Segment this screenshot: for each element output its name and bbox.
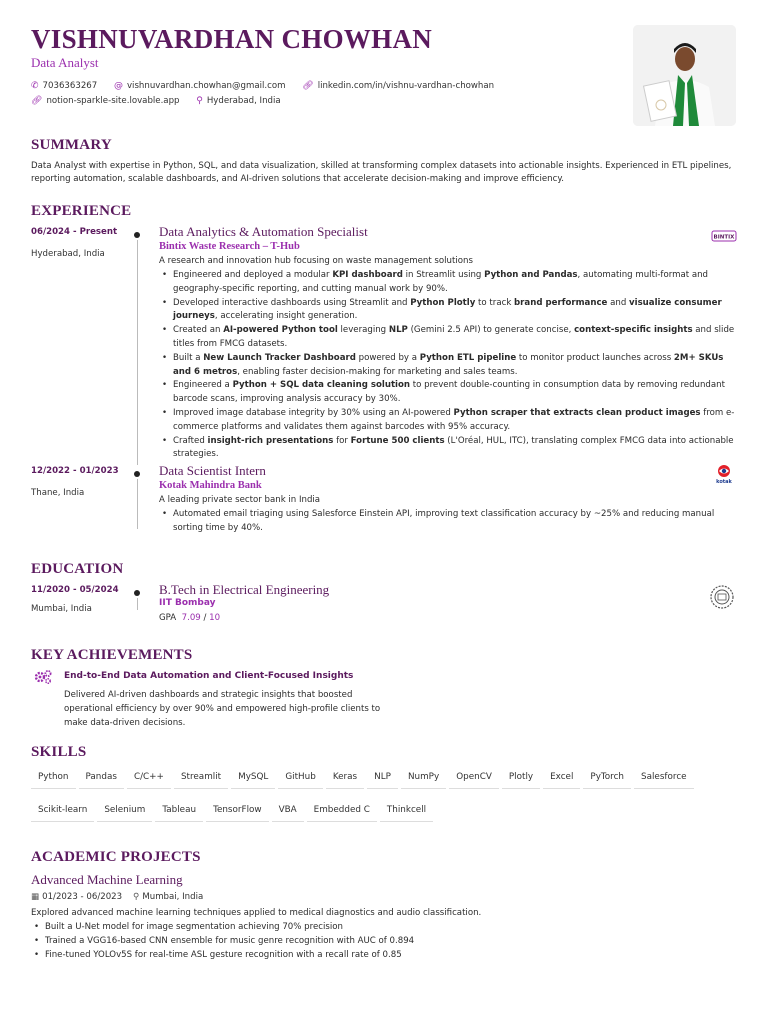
education-heading: EDUCATION (31, 561, 124, 577)
gears-icon (33, 669, 53, 688)
skill-chip: TensorFlow (206, 801, 269, 822)
skill-chip: MySQL (231, 768, 275, 789)
bullet-item: • Built a New Launch Tracker Dashboard powered by a Python ETL pipeline to monitor product launches across 2M+ SKUs and 6 metros, enabling faster decision-making for marketing and sales teams. (159, 352, 739, 380)
summary-heading: SUMMARY (31, 137, 112, 153)
bintix-logo (711, 225, 737, 247)
skill-chip: Salesforce (634, 768, 694, 789)
link-icon: 🔗︎ (31, 96, 43, 106)
skill-chip: PyTorch (583, 768, 631, 789)
bullet-item: • Trained a VGG16-based CNN ensemble for music genre recognition with AUC of 0.894 (31, 935, 741, 949)
location-pin-icon: ⚲ (133, 892, 140, 902)
bullet-item: • Fine-tuned YOLOv5S for real-time ASL gesture recognition with a recall rate of 0.85 (31, 949, 741, 963)
gpa-line (159, 613, 739, 623)
skills-heading: SKILLS (31, 744, 87, 760)
skill-chip: Streamlit (174, 768, 228, 789)
skill-chip: C/C++ (127, 768, 171, 789)
skill-chip: OpenCV (449, 768, 499, 789)
bintix-logo-text: BINTIX (713, 234, 735, 241)
skill-chip: Plotly (502, 768, 540, 789)
timeline-dot (134, 232, 140, 238)
education-entry (31, 582, 741, 635)
skill-chip: Pandas (79, 768, 124, 789)
project-meta (31, 892, 741, 902)
project-entry (31, 872, 741, 962)
summary-text: Data Analyst with expertise in Python, SQL, and data visualization, skilled at transforming complex datasets into actionable insights. Experienced in ETL pipelines, reporting automation, scalable dashboards, and AI-driven solutions that accelerate decision-making and improve efficiency. (31, 161, 732, 184)
link-icon: 🔗︎ (302, 81, 314, 91)
skill-chip: Excel (543, 768, 580, 789)
job-title: Data Scientist Intern (159, 463, 266, 478)
resume-header (31, 24, 621, 109)
kotak-logo-text: kotak (716, 479, 732, 485)
timeline-line (137, 479, 138, 529)
skill-chip: NLP (367, 768, 398, 789)
achievement-description: Delivered AI-driven dashboards and strategic insights that boosted operational efficiency by over 90% and empowered high-profile clients to make data-driven decisions. (64, 690, 381, 728)
skill-chip: Scikit-learn (31, 801, 94, 822)
entry-location: Hyderabad, India (31, 249, 105, 259)
degree-title: B.Tech in Electrical Engineering (159, 582, 330, 597)
website-text: notion-sparkle-site.lovable.app (46, 96, 180, 106)
gpa-separator: / (203, 613, 207, 623)
contact-list (31, 79, 621, 109)
project-description: Explored advanced machine learning techniques applied to medical diagnostics and audio classification. (31, 908, 482, 918)
skill-chip: NumPy (401, 768, 446, 789)
project-location: Mumbai, India (142, 892, 204, 902)
skill-chip: GitHub (278, 768, 322, 789)
company-description: A leading private sector bank in India (159, 495, 321, 505)
timeline-dot (134, 471, 140, 477)
skill-chip: Selenium (97, 801, 152, 822)
phone-text: 7036363267 (42, 81, 98, 91)
skill-chip: Keras (326, 768, 364, 789)
skills-list (31, 768, 741, 834)
bullet-item: • Engineered a Python + SQL data cleaning solution to prevent double-counting in consumption data by removing redundant barcode scans, improving analysis accuracy by 30%. (159, 379, 739, 407)
entry-location: Thane, India (31, 488, 85, 498)
linkedin-text: linkedin.com/in/vishnu-vardhan-chowhan (317, 81, 495, 91)
at-icon: @ (113, 81, 123, 91)
skill-chip: Python (31, 768, 76, 789)
entry-date: 06/2024 - Present (31, 227, 118, 237)
entry-content (159, 224, 739, 462)
bullet-item: • Created an AI-powered Python tool leveraging NLP (Gemini 2.5 API) to generate concise, context-specific insights and slide titles from FMCG datasets. (159, 324, 739, 352)
experience-entry-kotak (31, 463, 741, 546)
bullet-item: • Automated email triaging using Salesforce Einstein API, improving text classification accuracy by ~25% and reducing manual sorting time by 40%. (159, 508, 739, 536)
entry-date: 11/2020 - 05/2024 (31, 585, 119, 595)
bullet-item: • Crafted insight-rich presentations for Fortune 500 clients (L'Oréal, HUL, ITC), translating complex FMCG data into actionable strategies. (159, 435, 739, 463)
email-text: vishnuvardhan.chowhan@gmail.com (126, 81, 286, 91)
entry-location: Mumbai, India (31, 604, 92, 614)
bullet-item: • Improved image database integrity by 30% using an AI-powered Python scraper that extracts clean product images from e-commerce platforms and validates them against barcodes with 95% accuracy. (159, 407, 739, 435)
entry-date: 12/2022 - 01/2023 (31, 466, 119, 476)
timeline-dot (134, 590, 140, 596)
bullet-item: • Engineered and deployed a modular KPI dashboard in Streamlit using Python and Pandas, automating multi-format and geography-specific reporting, and cutting manual work by 90%. (159, 269, 739, 297)
profile-photo (633, 25, 736, 126)
contact-linkedin[interactable] (302, 79, 494, 94)
candidate-name: VISHNUVARDHAN CHOWHAN (31, 24, 433, 54)
gpa-max: 10 (209, 613, 221, 623)
phone-icon: ✆ (31, 81, 39, 91)
location-text: Hyderabad, India (206, 96, 281, 106)
job-title: Data Analytics & Automation Specialist (159, 224, 368, 239)
skill-chip: Tableau (155, 801, 203, 822)
contact-phone[interactable] (31, 79, 97, 94)
bullet-list (159, 508, 739, 536)
company-name: Kotak Mahindra Bank (159, 480, 262, 491)
location-pin-icon: ⚲ (196, 96, 203, 106)
project-bullets (31, 921, 741, 962)
gpa-value: 7.09 (181, 613, 201, 623)
school-name: IIT Bombay (159, 598, 216, 608)
company-name: Bintix Waste Research – T-Hub (159, 241, 300, 252)
projects-heading: ACADEMIC PROJECTS (31, 849, 201, 865)
achievements-heading: KEY ACHIEVEMENTS (31, 647, 193, 663)
timeline-line (137, 240, 138, 465)
project-title: Advanced Machine Learning (31, 872, 183, 887)
bullet-item: • Developed interactive dashboards using Streamlit and Python Plotly to track brand performance and visualize consumer journeys, accelerating insight generation. (159, 297, 739, 325)
skill-chip: Thinkcell (380, 801, 433, 822)
skill-chip: Embedded C (307, 801, 377, 822)
timeline-line (137, 598, 138, 610)
calendar-icon: ▦ (31, 892, 40, 902)
contact-location (196, 94, 280, 109)
contact-website[interactable] (31, 94, 179, 109)
bullet-list (159, 269, 739, 462)
entry-content (159, 582, 739, 623)
gpa-label: GPA (159, 613, 177, 623)
entry-content (159, 463, 739, 536)
achievement-title: End-to-End Data Automation and Client-Focused Insights (64, 671, 354, 681)
company-description: A research and innovation hub focusing on waste management solutions (159, 256, 473, 266)
experience-heading: EXPERIENCE (31, 203, 132, 219)
project-date: 01/2023 - 06/2023 (42, 892, 123, 902)
skill-chip: VBA (272, 801, 304, 822)
bullet-item: • Built a U-Net model for image segmentation achieving 70% precision (31, 921, 741, 935)
contact-email[interactable] (114, 79, 286, 94)
iit-bombay-logo (707, 583, 737, 611)
experience-entry-bintix (31, 224, 741, 460)
kotak-logo (711, 464, 737, 486)
candidate-role: Data Analyst (31, 55, 99, 70)
